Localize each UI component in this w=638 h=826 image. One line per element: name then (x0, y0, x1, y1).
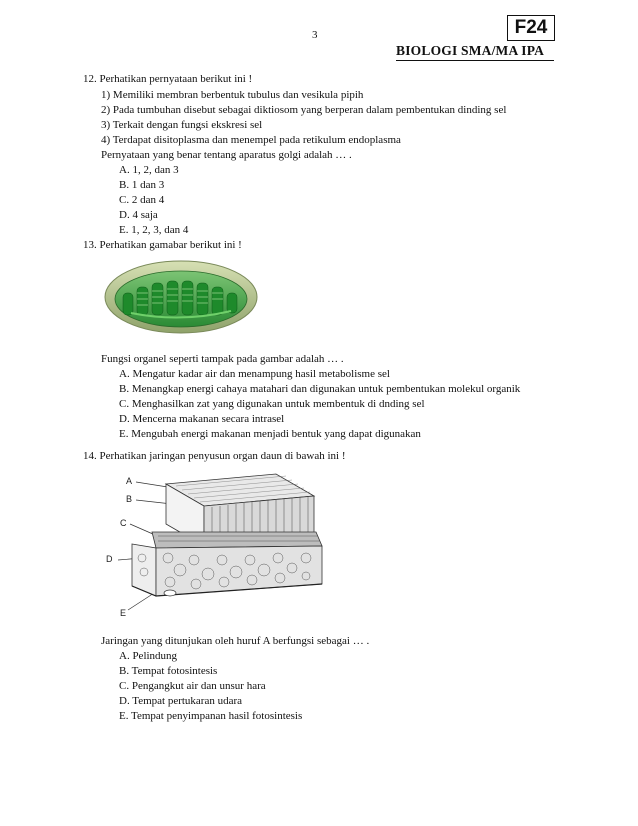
question-13-option-e[interactable]: E. Mengubah energi makanan menjadi bentuk yang dapat digunakan (119, 428, 421, 440)
question-13-option-b[interactable]: B. Menangkap energi cahaya matahari dan digunakan untuk pembentukan molekul organik (119, 383, 521, 395)
question-12-option-a[interactable]: A. 1, 2, dan 3 (119, 164, 179, 176)
question-14-option-e[interactable]: E. Tempat penyimpanan hasil fotosintesis (119, 710, 303, 722)
question-14-option-a[interactable]: A. Pelindung (119, 650, 178, 662)
header-underline (396, 60, 554, 61)
leaf-cross-section-illustration (96, 466, 332, 622)
question-13-prompt: 13. Perhatikan gamabar berikut ini ! (83, 239, 242, 251)
question-13-stem: Fungsi organel seperti tampak pada gambar adalah … . (101, 353, 344, 365)
label-d: D (106, 554, 113, 564)
label-e: E (120, 608, 127, 618)
question-13-option-d[interactable]: D. Mencerna makanan secara intrasel (119, 413, 285, 425)
question-13-option-a[interactable]: A. Mengatur kadar air dan menampung hasil metabolisme sel (119, 368, 390, 380)
question-12-option-b[interactable]: B. 1 dan 3 (119, 179, 165, 191)
question-12-stem: Pernyataan yang benar tentang aparatus golgi adalah … . (101, 149, 352, 161)
exam-code-box: F24 (507, 15, 555, 41)
chloroplast-image (101, 253, 261, 343)
leaf-tissue-image (96, 466, 332, 622)
chloroplast-illustration (101, 253, 261, 343)
question-12-statement-1: 1) Memiliki membran berbentuk tubulus dan vesikula pipih (101, 89, 364, 101)
subject-title: BIOLOGI SMA/MA IPA (396, 43, 545, 58)
question-14-option-d[interactable]: D. Tempat pertukaran udara (119, 695, 243, 707)
question-12-statement-3: 3) Terkait dengan fungsi ekskresi sel (101, 119, 263, 131)
question-12-statement-4: 4) Terdapat disitoplasma dan menempel pada retikulum endoplasma (101, 134, 401, 146)
question-12-prompt: 12. Perhatikan pernyataan berikut ini ! (83, 73, 253, 85)
question-12-option-e[interactable]: E. 1, 2, 3, dan 4 (119, 224, 189, 236)
question-14-prompt: 14. Perhatikan jaringan penyusun organ daun di bawah ini ! (83, 450, 346, 462)
question-12-option-d[interactable]: D. 4 saja (119, 209, 158, 221)
question-14-option-b[interactable]: B. Tempat fotosintesis (119, 665, 218, 677)
label-c: C (120, 518, 127, 528)
label-a: A (126, 476, 133, 486)
question-12-option-c[interactable]: C. 2 dan 4 (119, 194, 165, 206)
question-14-stem: Jaringan yang ditunjukan oleh huruf A berfungsi sebagai … . (101, 635, 370, 647)
question-13-option-c[interactable]: C. Menghasilkan zat yang digunakan untuk membentuk di dnding sel (119, 398, 425, 410)
question-14-option-c[interactable]: C. Pengangkut air dan unsur hara (119, 680, 266, 692)
label-b: B (126, 494, 133, 504)
question-12-statement-2: 2) Pada tumbuhan disebut sebagai diktiosom yang berperan dalam pembentukan dinding sel (101, 104, 507, 116)
page-number: 3 (312, 29, 318, 41)
